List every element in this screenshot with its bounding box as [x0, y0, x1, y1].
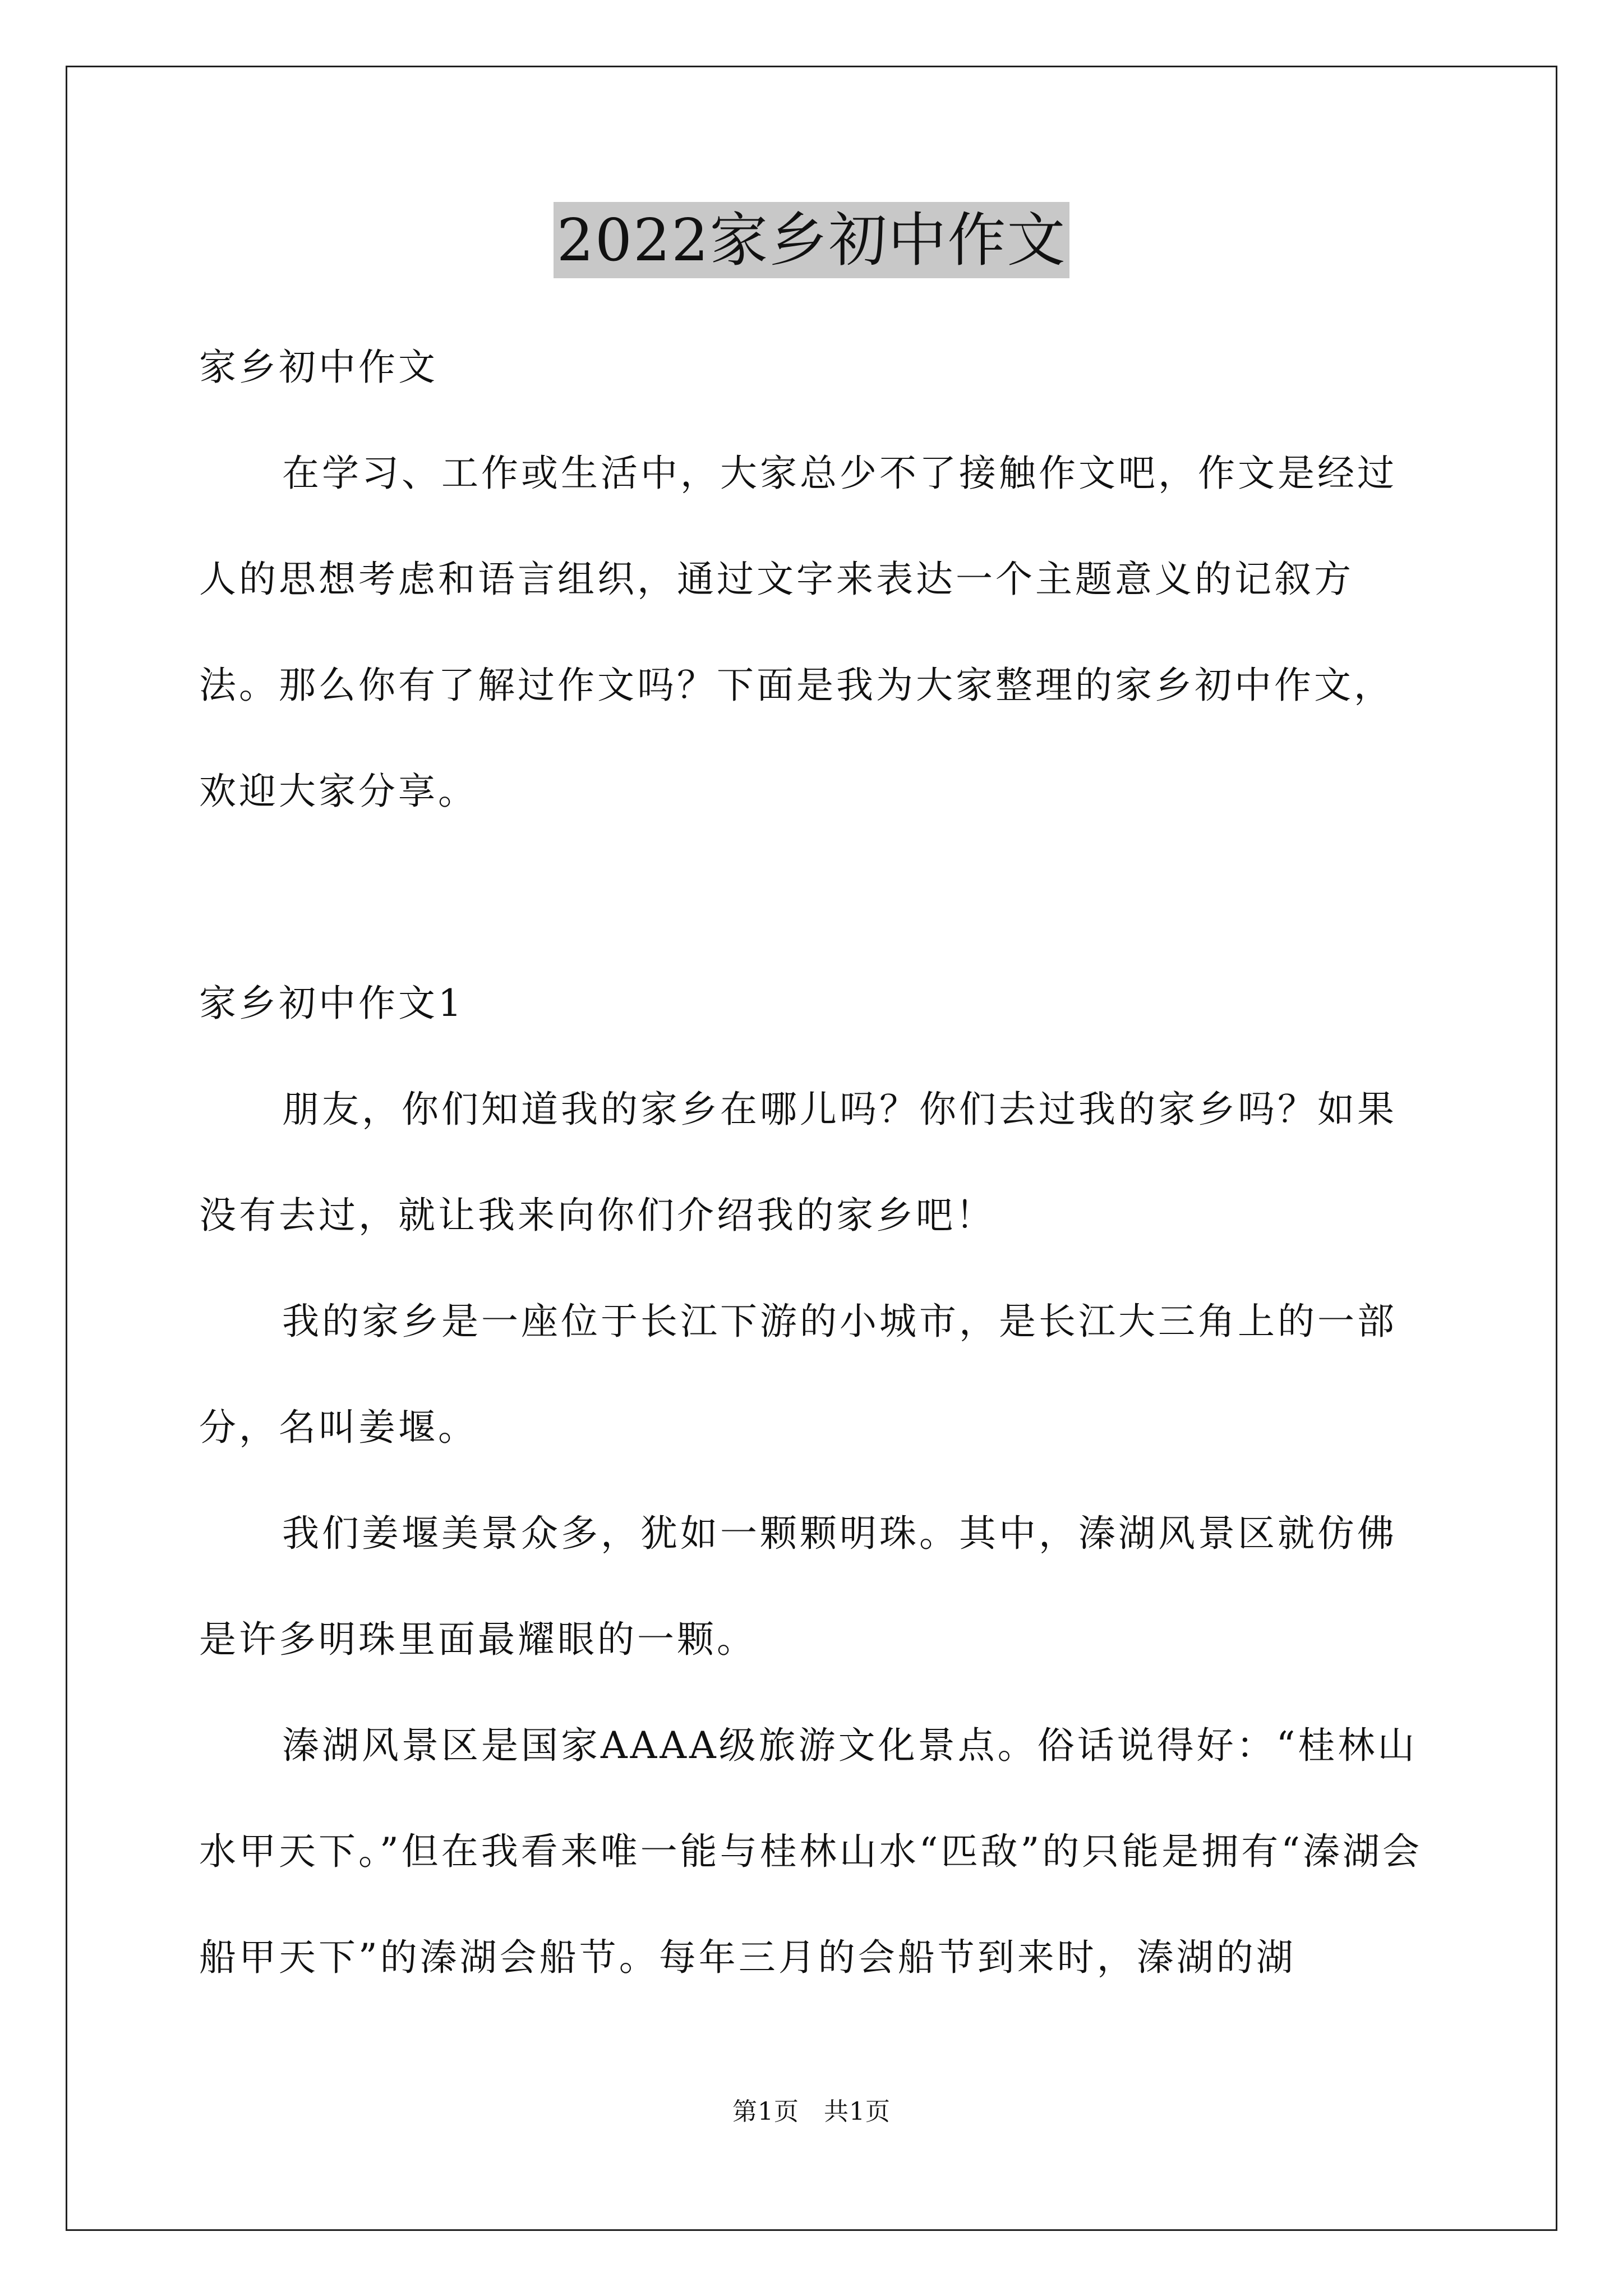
body-paragraph: 溱湖风景区是国家AAAA级旅游文化景点。俗话说得好：“桂林山水甲天下。”但在我看来唯一能与桂林山水“匹敌”的只能是拥有“溱湖会船甲天下”的溱湖会船节。每年三月的会船节到来时，溱湖的湖 [199, 1724, 1422, 1979]
page-footer [0, 2095, 1623, 2129]
total-pages: 共1页 [824, 2097, 891, 2126]
intro-paragraph: 在学习、工作或生活中，大家总少不了接触作文吧，作文是经过人的思想考虑和语言组织，通过文字来表达一个主题意义的记叙方法。那么你有了解过作文吗？下面是我为大家整理的家乡初中作文，欢迎大家分享。 [199, 452, 1397, 813]
section-heading: 家乡初中作文1 [199, 982, 464, 1025]
body-paragraph: 我们姜堰美景众多，犹如一颗颗明珠。其中，溱湖风景区就仿佛是许多明珠里面最耀眼的一颗。 [199, 1512, 1397, 1661]
body-paragraph: 我的家乡是一座位于长江下游的小城市，是长江大三角上的一部分，名叫姜堰。 [199, 1300, 1397, 1449]
page-number: 第1页 [732, 2097, 799, 2126]
document-body [199, 314, 1433, 2010]
document-title: 2022家乡初中作文 [554, 202, 1070, 278]
subtitle: 家乡初中作文 [199, 346, 438, 389]
title-container [0, 202, 1623, 278]
body-paragraph: 朋友，你们知道我的家乡在哪儿吗？你们去过我的家乡吗？如果没有去过，就让我来向你们介绍我的家乡吧！ [199, 1088, 1397, 1237]
section-spacer [199, 844, 1433, 950]
